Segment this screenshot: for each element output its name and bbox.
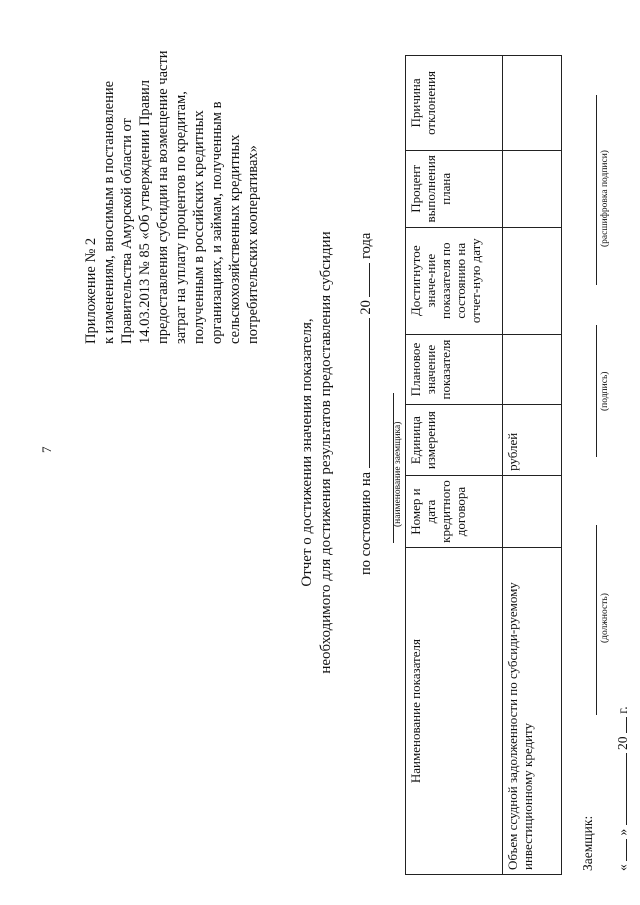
header-unit: Единица измерения (406, 405, 503, 476)
header-indicator-name: Наименование показателя (406, 548, 503, 875)
appendix-line: к изменениям, вносимым в постановление (101, 80, 117, 344)
as-of-year-prefix: 20 (358, 300, 374, 315)
appendix-line: предоставления субсидии на возмещение части (155, 50, 171, 344)
position-line (596, 525, 597, 715)
report-title-line2: необходимого для достижения результатов предоставления субсидии (318, 231, 334, 674)
date-suffix: г. (615, 706, 630, 714)
decoding-caption: (расшифровка подписи) (600, 150, 610, 247)
signature-caption: (подпись) (600, 371, 610, 411)
report-table (405, 55, 562, 875)
date-close-quote: » (615, 828, 630, 836)
cell-indicator-name: Объем ссудной задолженности по субсиди-руемому инвестиционному кредиту (503, 548, 562, 875)
borrower-caption: (наименование заемщика) (393, 421, 403, 527)
cell-percent (503, 150, 562, 227)
appendix-line: организациях, и займам, полученным в (209, 101, 225, 344)
cell-unit: рублей (503, 405, 562, 476)
cell-planned (503, 334, 562, 405)
appendix-line: сельскохозяйственных кредитных (227, 134, 243, 344)
position-caption: (должность) (600, 593, 610, 643)
month-blank (614, 753, 627, 825)
cell-contract (503, 475, 562, 547)
date-year: 20 (615, 736, 630, 750)
as-of-line (355, 233, 375, 575)
signature-line (596, 325, 597, 457)
header-planned: Плановое значение показателя (406, 334, 503, 405)
appendix-line: потребительских кооперативах» (245, 145, 261, 344)
page-number: 7 (39, 446, 54, 453)
header-achieved: Достигнутое значе-ние показателя по состоянию на отчет-ную дату (406, 227, 503, 334)
appendix-header (82, 24, 262, 344)
cell-reason (503, 56, 562, 151)
borrower-label: Заемщик: (580, 815, 595, 871)
as-of-prefix: по состоянию на (358, 471, 374, 575)
header-percent: Процент выполнения плана (406, 150, 503, 227)
appendix-line: 14.03.2013 № 85 «Об утверждении Правил (137, 80, 153, 344)
appendix-line: полученным в российских кредитных (191, 110, 207, 344)
date-blank (355, 318, 370, 468)
as-of-suffix: года (358, 232, 374, 259)
report-title (298, 0, 336, 905)
year-blank (355, 263, 370, 297)
year-blank-2 (614, 717, 627, 733)
date-open-quote: « (615, 864, 630, 871)
report-title-line1: Отчет о достижении значения показателя, (299, 318, 315, 587)
appendix-line: затрат на уплату процентов по кредитам, (173, 91, 189, 344)
decoding-line (596, 95, 597, 285)
day-blank (614, 839, 627, 861)
cell-achieved (503, 227, 562, 334)
appendix-line: Правительства Амурской области от (119, 118, 135, 344)
appendix-line: Приложение № 2 (83, 237, 99, 344)
date-row (614, 706, 631, 871)
header-reason: Причина отклонения (406, 56, 503, 151)
table-header-row (406, 56, 503, 875)
table-row (503, 56, 562, 875)
header-contract: Номер и дата кредитного договора (406, 475, 503, 547)
